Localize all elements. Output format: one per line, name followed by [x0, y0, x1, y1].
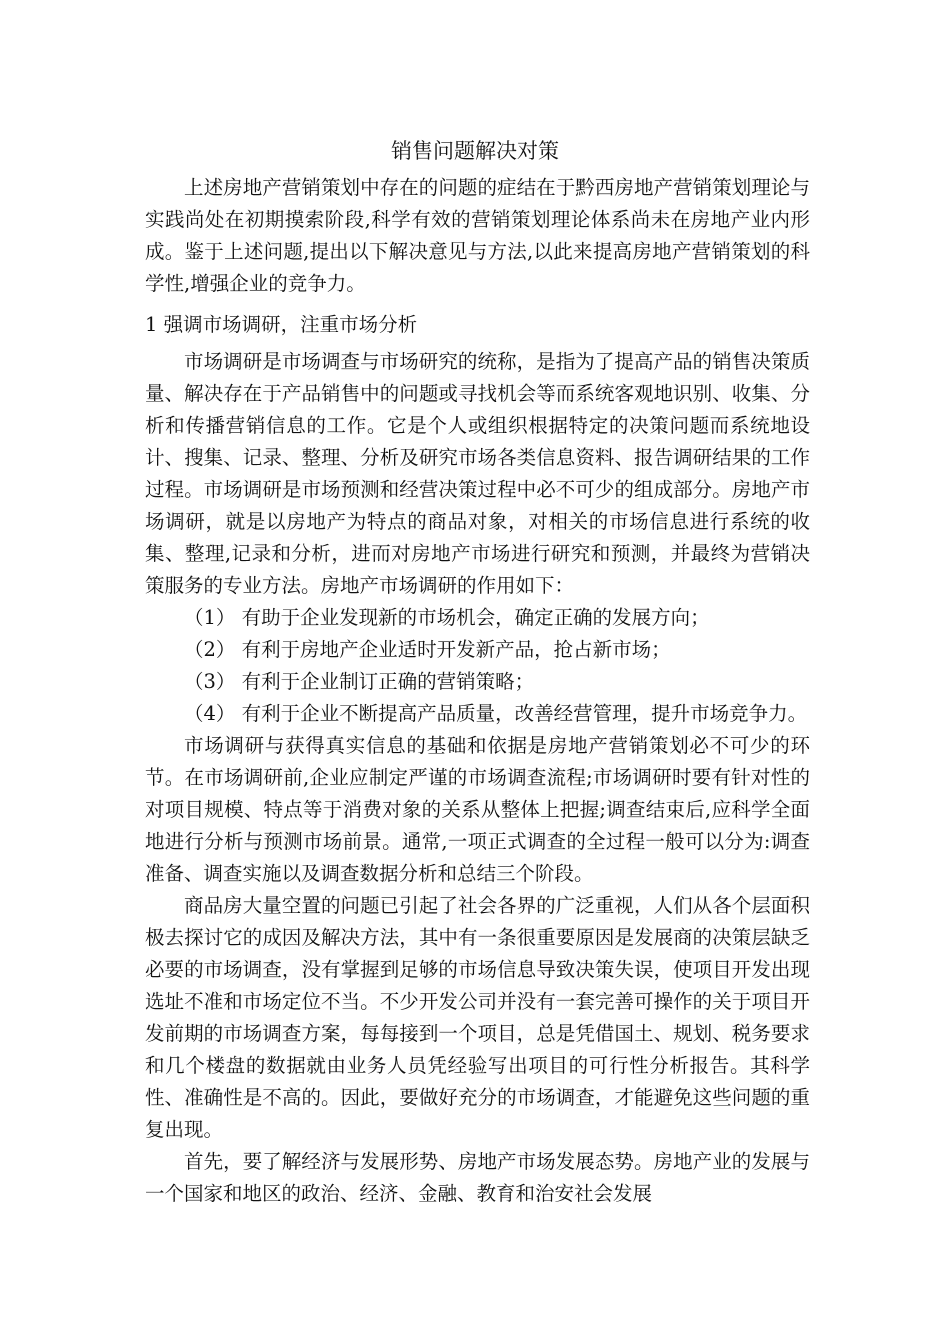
document-title: 销售问题解决对策 [391, 139, 559, 163]
list-item-1: （1） 有助于企业发现新的市场机会，确定正确的发展方向； [184, 606, 710, 629]
list-item-4: （4） 有利于企业不断提高产品质量，改善经营管理，提升市场竞争力。 [184, 702, 808, 725]
list-item-3: （3） 有利于企业制订正确的营销策略； [184, 670, 535, 693]
intro-block [145, 172, 810, 300]
section-heading: 1 强调市场调研，注重市场分析 [145, 313, 418, 336]
intro-paragraph: 上述房地产营销策划中存在的问题的症结在于黔西房地产营销策划理论与实践尚处在初期摸索阶段,科学有效的营销策划理论体系尚未在房地产业内形成。鉴于上述问题,提出以下解决意见与方法,以此来提高房地产营销策划的科学性,增强企业的竞争力。 [145, 176, 810, 295]
section-1-body [145, 346, 810, 1210]
body-paragraph-2: 市场调研与获得真实信息的基础和依据是房地产营销策划必不可少的环节。在市场调研前,企业应制定严谨的市场调查流程;市场调研时要有针对性的对项目规模、特点等于消费对象的关系从整体上把握;调查结束后,应科学全面地进行分析与预测市场前景。通常,一项正式调查的全过程一般可以分为:调查准备、调查实施以及调查数据分析和总结三个阶段。 [145, 734, 810, 885]
body-paragraph-1: 市场调研是市场调查与市场研究的统称，是指为了提高产品的销售决策质量、解决存在于产品销售中的问题或寻找机会等而系统客观地识别、收集、分析和传播营销信息的工作。它是个人或组织根据特定的决策问题而系统地设计、搜集、记录、整理、分析及研究市场各类信息资料、报告调研结果的工作过程。市场调研是市场预测和经营决策过程中必不可少的组成部分。房地产市场调研，就是以房地产为特点的商品对象，对相关的市场信息进行系统的收集、整理,记录和分析，进而对房地产市场进行研究和预测，并最终为营销决策服务的专业方法。房地产市场调研的作用如下： [145, 350, 810, 597]
body-paragraph-3: 商品房大量空置的问题已引起了社会各界的广泛重视，人们从各个层面积极去探讨它的成因及解决方法，其中有一条很重要原因是发展商的决策层缺乏必要的市场调查，没有掌握到足够的市场信息导致决策失误，使项目开发出现选址不准和市场定位不当。不少开发公司并没有一套完善可操作的关于项目开发前期的市场调查方案，每每接到一个项目，总是凭借国土、规划、税务要求和几个楼盘的数据就由业务人员凭经验写出项目的可行性分析报告。其科学性、准确性是不高的。因此，要做好充分的市场调查，才能避免这些问题的重复出现。 [145, 894, 810, 1141]
body-paragraph-4: 首先，要了解经济与发展形势、房地产市场发展态势。房地产业的发展与一个国家和地区的政治、经济、金融、教育和治安社会发展 [145, 1150, 810, 1205]
list-item-2: （2） 有利于房地产企业适时开发新产品，抢占新市场； [184, 638, 671, 661]
section-1-heading-block [145, 309, 810, 341]
